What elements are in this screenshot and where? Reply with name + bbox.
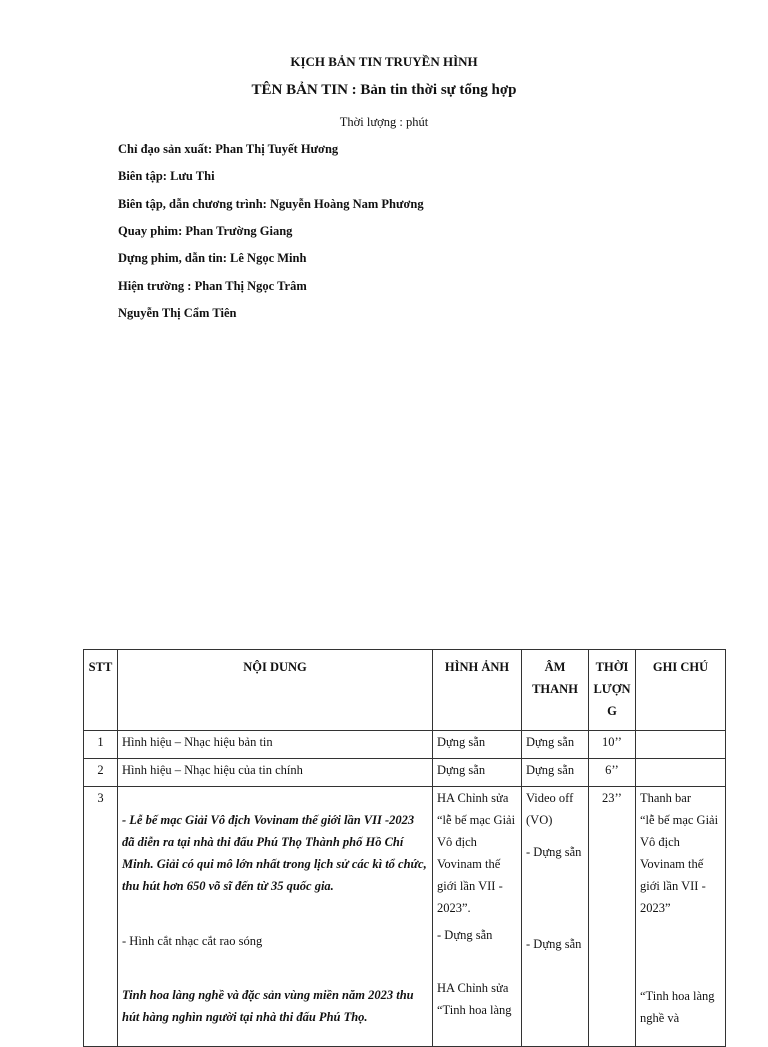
row-content xyxy=(118,787,433,1047)
row-sound: Dựng sẵn xyxy=(522,731,589,759)
row-image: Dựng sẵn xyxy=(433,759,522,787)
row-time: 23’’ xyxy=(589,787,636,1047)
row-sound: Video off (VO) - Dựng sẵn - Dựng sẵn xyxy=(522,787,589,1047)
credit-line: Quay phim: Phan Trường Giang xyxy=(118,224,293,238)
table-row xyxy=(84,759,726,787)
credit-line: Chỉ đạo sản xuất: Phan Thị Tuyết Hương xyxy=(118,142,339,156)
header-note: GHI CHÚ xyxy=(636,650,726,731)
program-title: TÊN BẢN TIN : Bản tin thời sự tổng hợp xyxy=(251,82,517,98)
credit-line: Biên tập: Lưu Thi xyxy=(118,169,215,183)
second-news-text: Tinh hoa làng nghề và đặc sản vùng miền năm 2023 thu hút hàng nghìn người tại nhà thi đấu Phú Thọ. xyxy=(122,988,414,1024)
row-time: 6’’ xyxy=(589,759,636,787)
table-header-row xyxy=(84,650,726,731)
credit-line: Biên tập, dẫn chương trình: Nguyễn Hoàng Nam Phương xyxy=(118,197,424,211)
document-title: KỊCH BẢN TIN TRUYỀN HÌNH xyxy=(290,54,478,69)
table-row xyxy=(84,731,726,759)
credit-line: Hiện trường : Phan Thị Ngọc Trâm xyxy=(118,279,307,293)
news-lead-text: - Lễ bế mạc Giải Vô địch Vovinam thế giới lần VII -2023 đã diễn ra tại nhà thi đấu Phú Thọ Thành phố Hồ Chí Minh. Giải có qui mô lớn nhất trong lịch sử các kì tổ chức, thu hút hơn 650 võ sĩ đến từ 35 quốc gia. xyxy=(122,813,427,893)
row-note xyxy=(636,731,726,759)
header-time: THỜI LƯỢN G xyxy=(589,650,636,731)
row-content: Hình hiệu – Nhạc hiệu của tin chính xyxy=(118,759,433,787)
row-note: Thanh bar “lễ bế mạc Giải Vô địch Vovinam thế giới lần VII - 2023” “Tinh hoa làng nghề và xyxy=(636,787,726,1047)
row-image: Dựng sẵn xyxy=(433,731,522,759)
header-image: HÌNH ẢNH xyxy=(433,650,522,731)
header-stt: STT xyxy=(84,650,118,731)
row-content: Hình hiệu – Nhạc hiệu bản tin xyxy=(118,731,433,759)
credit-line: Nguyễn Thị Cẩm Tiên xyxy=(118,306,237,320)
table-row xyxy=(84,787,726,1047)
script-table xyxy=(83,649,726,1047)
cut-instruction: - Hình cắt nhạc cắt rao sóng xyxy=(122,934,263,948)
header-content: NỘI DUNG xyxy=(118,650,433,731)
row-image: HA Chỉnh sửa “lễ bế mạc Giải Vô địch Vovinam thế giới lần VII - 2023”. - Dựng sẵn HA Chỉnh sửa “Tinh hoa làng xyxy=(433,787,522,1047)
row-stt: 3 xyxy=(84,787,118,1047)
row-stt: 1 xyxy=(84,731,118,759)
row-sound: Dựng sẵn xyxy=(522,759,589,787)
row-stt: 2 xyxy=(84,759,118,787)
row-note xyxy=(636,759,726,787)
duration-line: Thời lượng : phút xyxy=(339,115,429,129)
header-sound: ÂM THANH xyxy=(522,650,589,731)
row-time: 10’’ xyxy=(589,731,636,759)
credit-line: Dựng phim, dẫn tin: Lê Ngọc Minh xyxy=(118,251,307,265)
